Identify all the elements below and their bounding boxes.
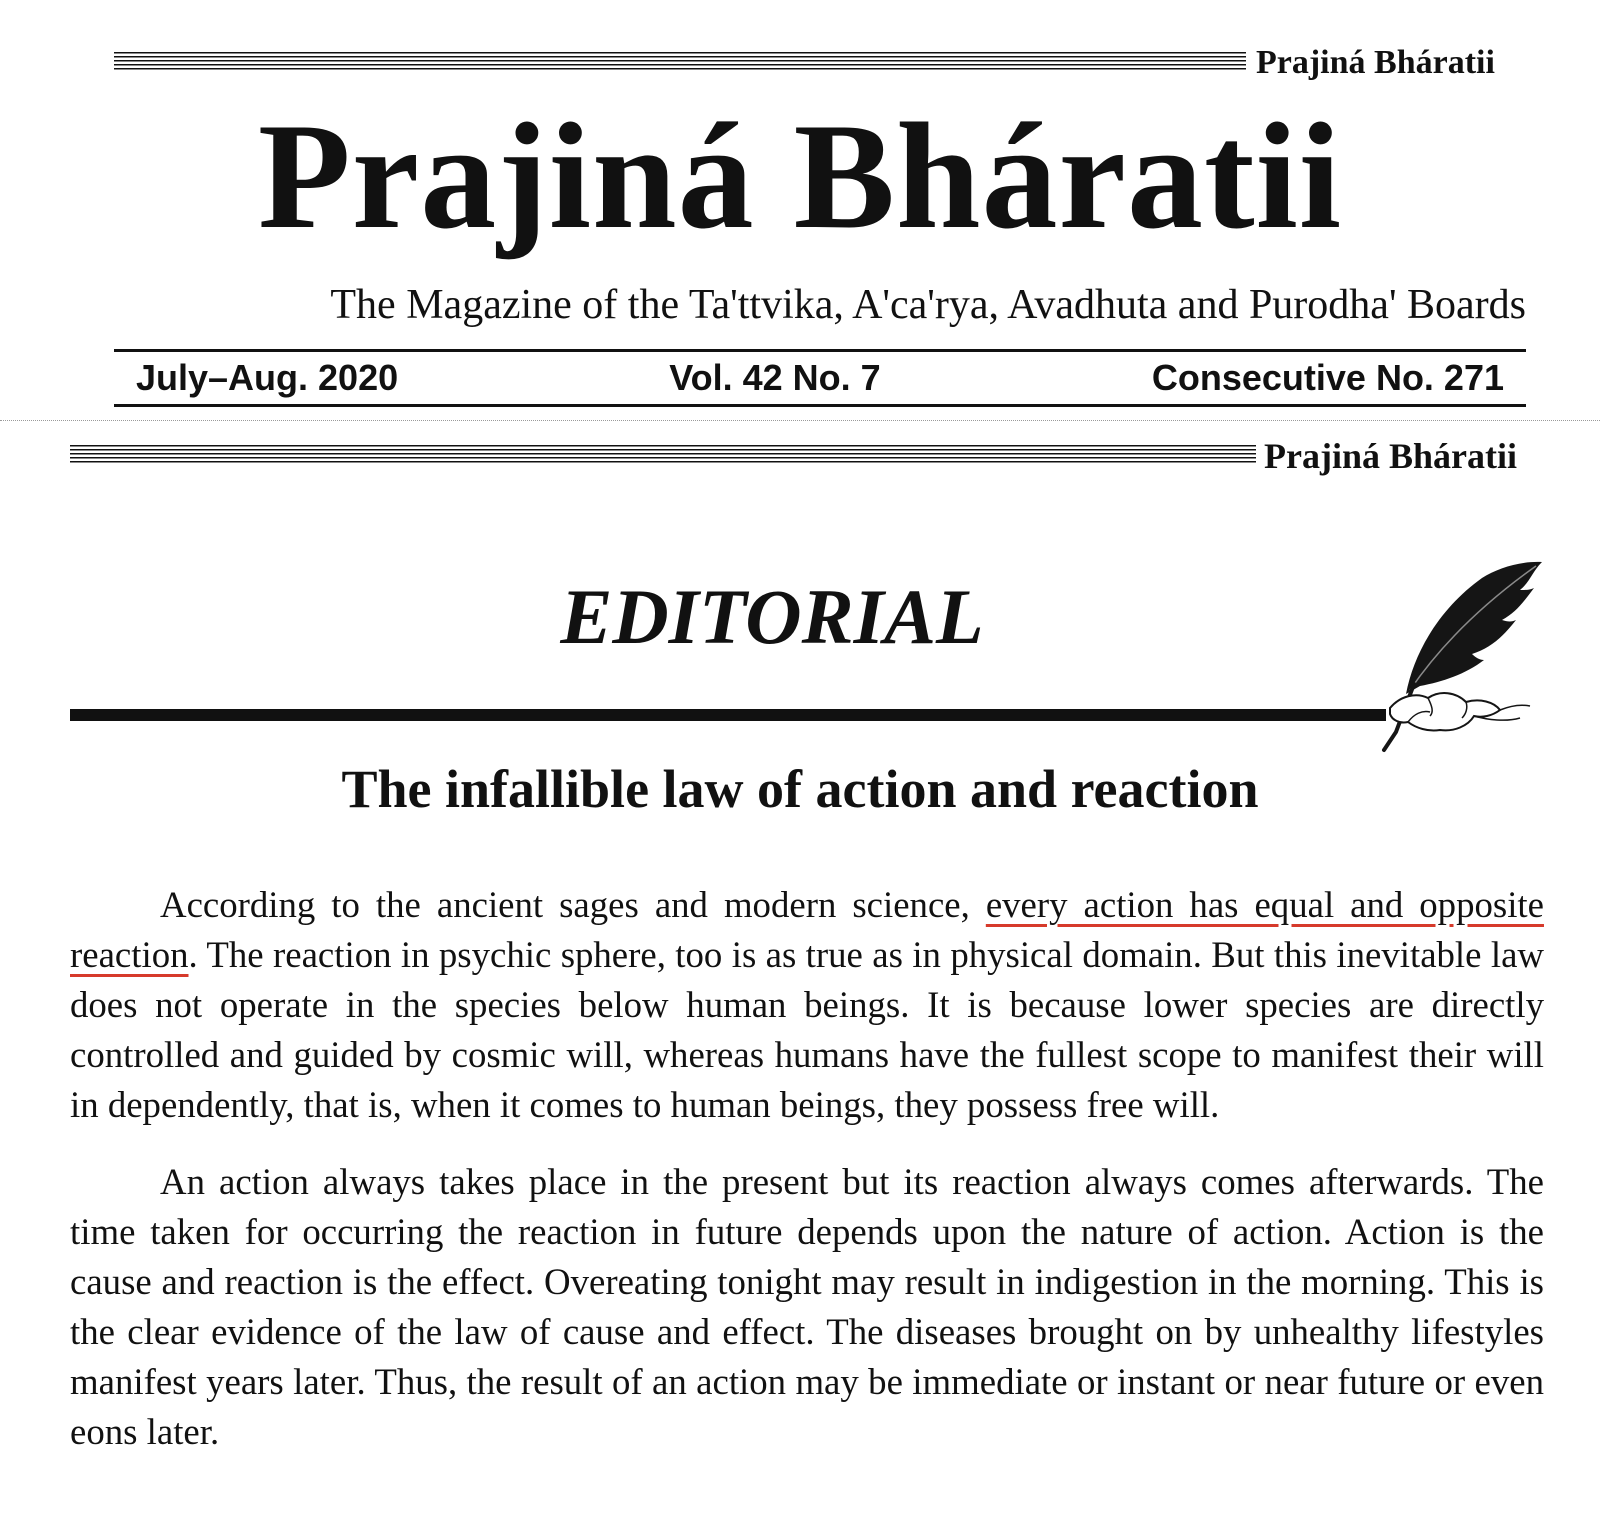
issue-consecutive-number: Consecutive No. 271 [1151, 357, 1504, 398]
issue-date: July–Aug. 2020 [136, 357, 399, 398]
quill-in-hand-icon [1370, 556, 1550, 756]
page-running-title: Prajiná Bháratii [1264, 436, 1517, 476]
page-header-rules [70, 445, 1256, 465]
paragraph-1-lead: According to the ancient sages and modern science, [160, 884, 986, 925]
paragraph-1-rest: . The reaction in psychic sphere, too is as true as in physical domain. But this inevitable law does not operate in the species below human beings. It is because lower species are directly controlled and guided by cosmic will, whereas humans have the fullest scope to manifest their will in dependently, that is, when it comes to human beings, they possess free will. [70, 934, 1544, 1125]
masthead-rules [114, 52, 1246, 72]
paragraph-1 [70, 880, 1544, 1130]
highlighted-phrase: every action has equal and opposite reaction [70, 884, 1544, 975]
page-divider [0, 420, 1600, 421]
masthead-running-title: Prajiná Bháratii [1256, 44, 1495, 81]
issue-volume: Vol. 42 No. 7 [669, 357, 881, 398]
paragraph-2: An action always takes place in the present but its reaction always comes afterwards. The time taken for occurring the reaction in future depends upon the nature of action. Action is the cause and reaction is the effect. Overeating tonight may result in indigestion in the morning. This is the clear evidence of the law of cause and effect. The diseases brought on by unhealthy lifestyles manifest years later. Thus, the result of an action may be immediate or instant or near future or even eons later. [70, 1161, 1544, 1452]
magazine-subtitle: The Magazine of the Ta'ttvika, A'ca'rya, Avadhuta and Purodha' Boards [330, 282, 1526, 328]
article-title: The infallible law of action and reaction [341, 759, 1259, 819]
section-rule [70, 709, 1386, 721]
section-heading: EDITORIAL [560, 573, 984, 660]
magazine-title: Prajiná Bháratii [257, 92, 1343, 260]
article-body [70, 880, 1544, 1457]
issue-info-bar [114, 349, 1526, 407]
